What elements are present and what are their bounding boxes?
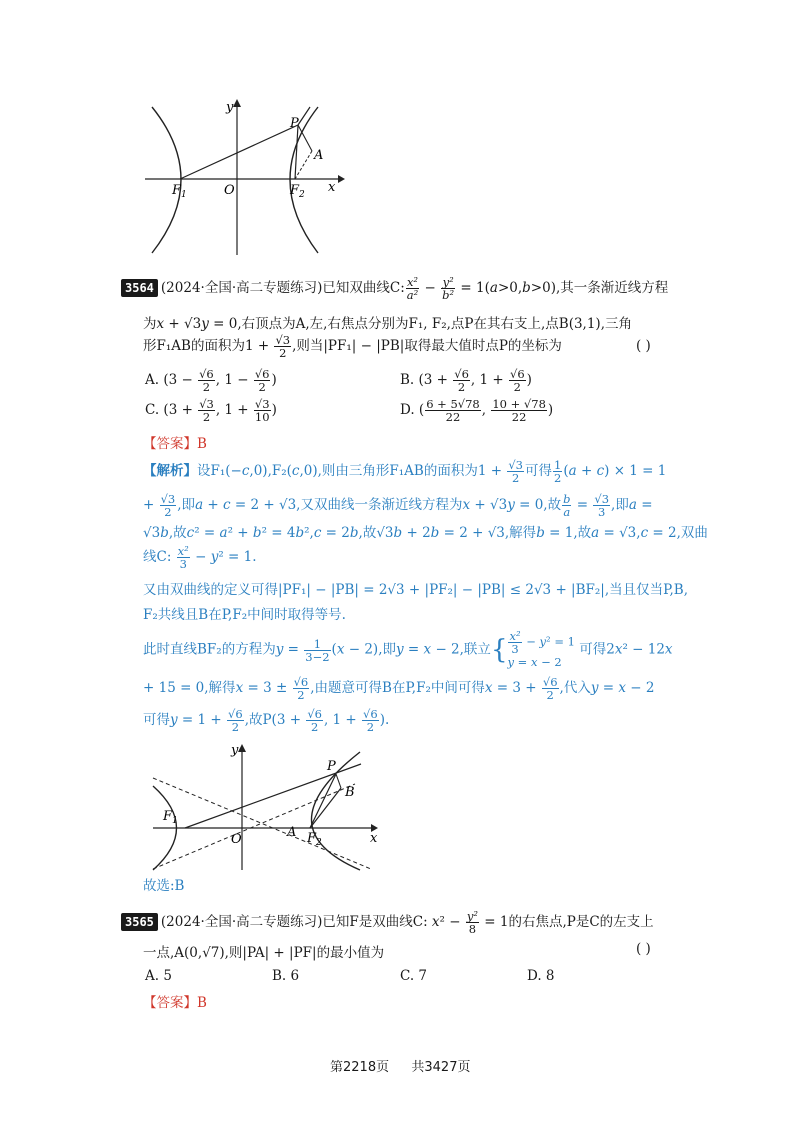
option-b-3565: B. 6	[272, 968, 300, 984]
svg-text:y: y	[226, 100, 234, 115]
svg-text:B: B	[345, 785, 355, 800]
total-pages: 共3427页	[411, 1060, 471, 1075]
question-number-badge: 3565	[121, 913, 158, 931]
svg-text:O: O	[231, 832, 242, 847]
svg-text:P: P	[327, 759, 336, 774]
page-footer	[330, 1056, 470, 1075]
option-c-3565: C. 7	[400, 968, 428, 984]
svg-text:x: x	[370, 831, 378, 846]
option-c: C. (3 + $\frac{√3}{2}$ , 1 + $\frac{√3}{10}$ )	[145, 397, 277, 424]
question-3564-line1: 3564 (2024·全国·高二专题练习)已知双曲线C: $\frac{\text{x²}}{\text{a²}}$ − $\frac{\text{y²}}{\text{b²}}$ = 1(a>0,b>0),其一条渐近线方程	[121, 276, 668, 301]
svg-text:y: y	[231, 743, 239, 758]
solution-line6: F₂共线且B在P,F₂中间时取得等号.	[143, 607, 346, 623]
question-3565-line1: 3565 (2024·全国·高二专题练习)已知F是双曲线C: x² − $\frac{\text{y²}}{8}$ = 1的右焦点,P是C的左支上	[121, 910, 654, 935]
question-3565-paren: ( )	[636, 941, 651, 957]
option-d: D. ( $\frac{6 + 5√78}{22}$ , $\frac{10 + √78}{22}$ )	[400, 397, 554, 424]
svg-text:F: F	[172, 183, 182, 198]
svg-text:1: 1	[172, 816, 178, 826]
question-3565-line2: 一点,A(0,√7),则|PA| + |PF|的最小值为	[143, 945, 385, 961]
figure-hyperbola-2	[145, 738, 385, 873]
svg-text:O: O	[224, 183, 235, 198]
solution-line5: 又由双曲线的定义可得|PF₁| − |PB| = 2√3 + |PF₂| − |PB| ≤ 2√3 + |BF₂|,当且仅当P,B,	[143, 582, 688, 598]
question-number-badge: 3564	[121, 279, 158, 297]
figure-hyperbola-1	[140, 95, 350, 260]
page-number: 第2218页	[330, 1060, 390, 1075]
question-3564-line3: 形F₁AB的面积为1 + $\frac{√3}{2}$ ,则当|PF₁| − |PB|取得最大值时点P的坐标为	[143, 333, 562, 360]
conclusion-3564: 故选:B	[143, 878, 185, 894]
solution-line7: 此时直线BF₂的方程为y = $\frac{1}{3-2}$ (x − 2),即y = x − 2,联立{ $\frac{\text{x²}}{3}$ − y² = 1 y = x − 2 可得2x² − 12x	[143, 629, 673, 669]
svg-text:F: F	[307, 831, 317, 846]
svg-text:2: 2	[299, 190, 305, 200]
solution-line9: 可得y = 1 + $\frac{√6}{2}$ ,故P(3 + $\frac{√6}{2}$ , 1 + $\frac{√6}{2}$ ).	[143, 707, 390, 734]
option-a-3565: A. 5	[145, 968, 172, 984]
solution-line2: + $\frac{√3}{2}$ ,即a + c = 2 + √3,又双曲线一条渐近线方程为x + √3y = 0,故 $\frac{b}{a}$ = $\frac{√3}{3}$ ,即a =	[143, 492, 653, 519]
solution-line3: √3b,故c² = a² + b² = 4b²,c = 2b,故√3b + 2b = 2 + √3,解得b = 1,故a = √3,c = 2,双曲	[143, 525, 708, 541]
option-b: B. (3 + $\frac{√6}{2}$ , 1 + $\frac{√6}{2}$ )	[400, 367, 532, 394]
option-d-3565: D. 8	[527, 968, 555, 984]
answer-3564: 【答案】B	[143, 436, 207, 452]
solution-line4: 线C: $\frac{\text{x²}}{3}$ − y² = 1.	[143, 544, 257, 571]
svg-text:A: A	[314, 148, 324, 163]
svg-text:2: 2	[316, 838, 322, 848]
svg-text:F: F	[290, 183, 300, 198]
question-3564-line2: 为x + √3y = 0,右顶点为A,左,右焦点分别为F₁, F₂,点P在其右支上,点B(3,1),三角	[143, 316, 632, 332]
svg-text:A: A	[287, 825, 297, 840]
svg-text:x: x	[328, 180, 336, 195]
solution-line1: 【解析】设F₁(−c,0),F₂(c,0),则由三角形F₁AB的面积为1 + $\frac{√3}{2}$ 可得 $\frac{1}{2}$ (a + c) × 1 = 1	[143, 458, 667, 485]
solution-line8: + 15 = 0,解得x = 3 ± $\frac{√6}{2}$ ,由题意可得B在P,F₂中间可得x = 3 + $\frac{√6}{2}$ ,代入y = x − 2	[143, 675, 655, 702]
svg-text:1: 1	[181, 190, 187, 200]
option-a: A. (3 − $\frac{√6}{2}$ , 1 − $\frac{√6}{2}$ )	[145, 367, 277, 394]
svg-text:P: P	[290, 116, 299, 131]
svg-text:F: F	[163, 809, 173, 824]
question-3564-paren: ( )	[636, 338, 651, 354]
answer-3565: 【答案】B	[143, 995, 207, 1011]
